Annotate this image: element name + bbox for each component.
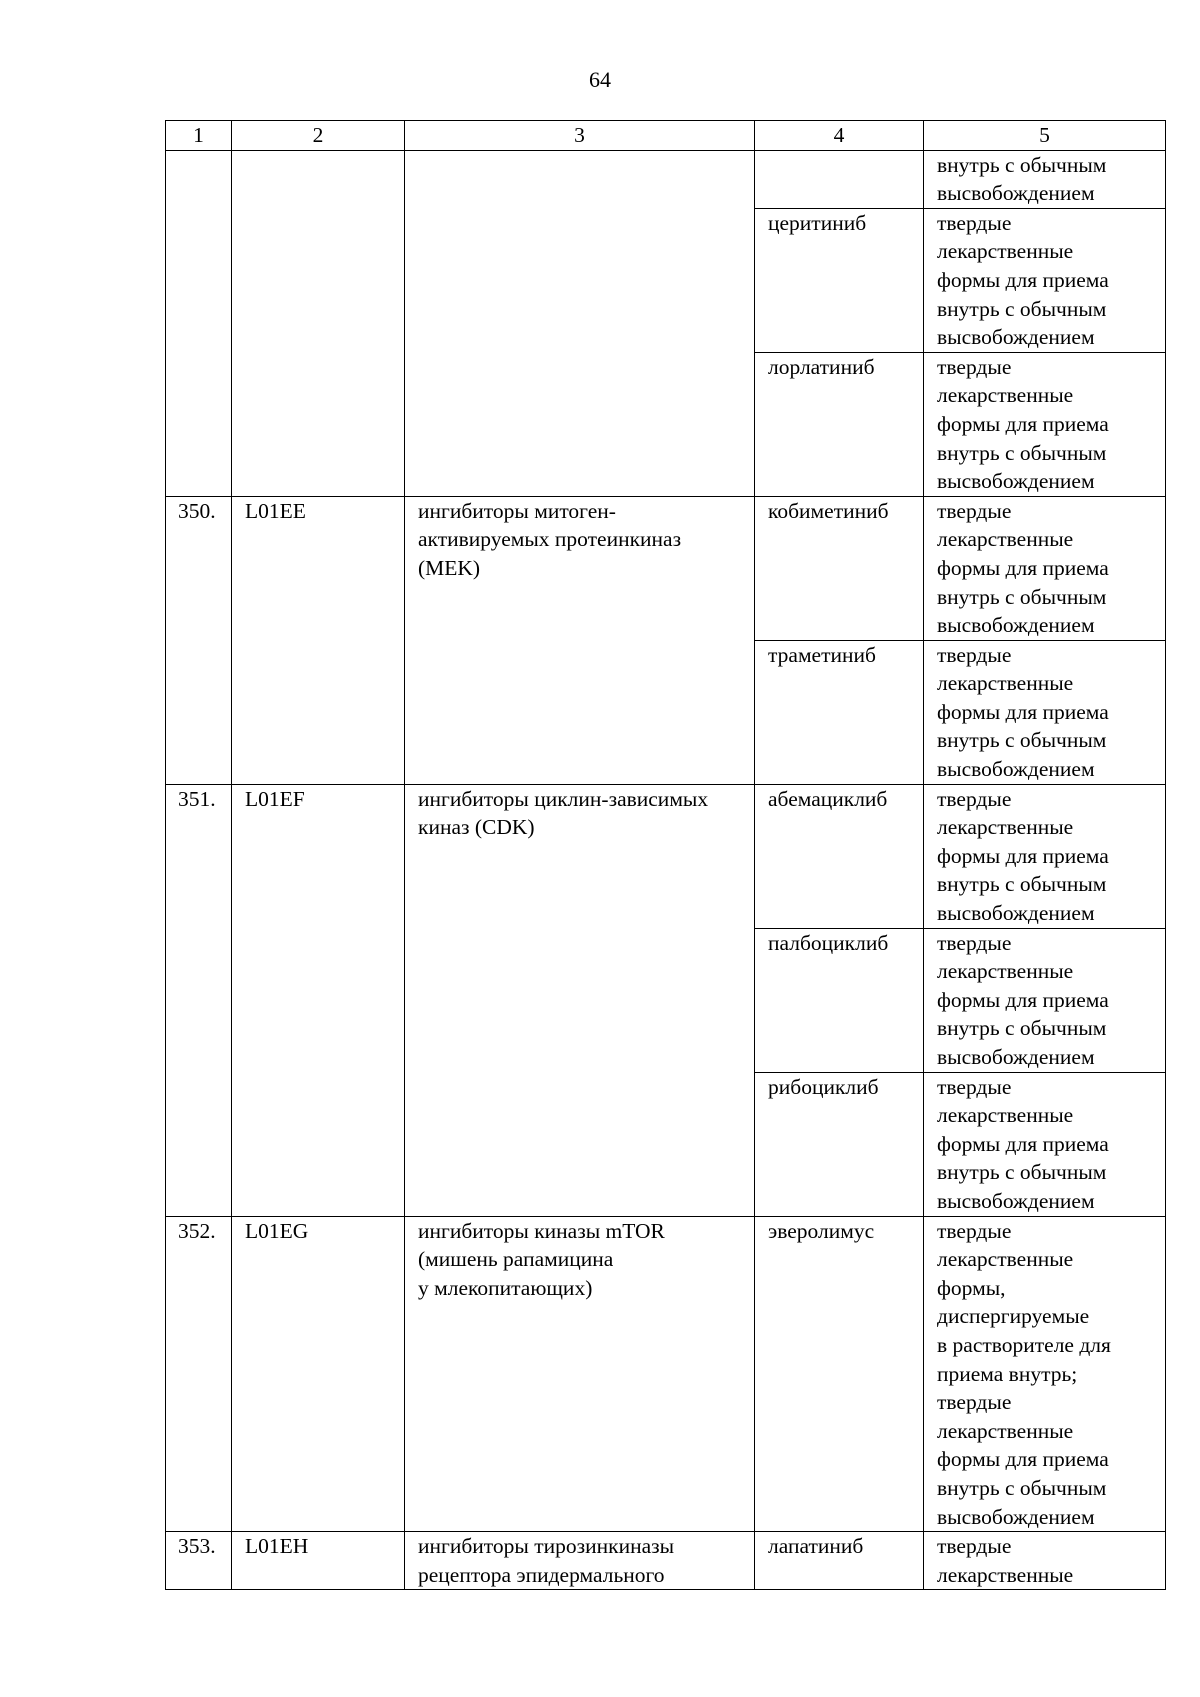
group-name-line: (MEK)	[418, 555, 481, 580]
dosage-form-line: твердые	[937, 786, 1012, 811]
header-cell-3: 3	[405, 121, 755, 151]
dosage-form-line: диспергируемые	[937, 1304, 1090, 1329]
drug-name-cell: траметиниб	[755, 640, 924, 784]
header-cell-5: 5	[924, 121, 1166, 151]
dosage-form-cell	[924, 640, 1166, 784]
table-row	[166, 150, 1166, 208]
row-number-cell: 353.	[166, 1532, 232, 1590]
dosage-form-line: внутрь с обычным	[937, 872, 1107, 897]
dosage-form-line: лекарственные	[937, 383, 1074, 408]
dosage-form-line: формы для приема	[937, 987, 1109, 1012]
dosage-form-line: твердые	[937, 498, 1012, 523]
group-name-line: ингибиторы киназы mTOR	[418, 1218, 665, 1243]
page-number: 64	[589, 67, 611, 92]
drug-name-cell: кобиметиниб	[755, 496, 924, 640]
dosage-form-cell	[924, 784, 1166, 928]
table-row	[166, 1532, 1166, 1590]
drug-name-cell	[755, 150, 924, 208]
dosage-form-line: высвобождением	[937, 613, 1095, 638]
drug-name-cell: абемациклиб	[755, 784, 924, 928]
dosage-form-line: высвобождением	[937, 325, 1095, 350]
dosage-form-cell	[924, 1216, 1166, 1532]
dosage-form-line: высвобождением	[937, 757, 1095, 782]
dosage-form-line: высвобождением	[937, 181, 1095, 206]
dosage-form-line: высвобождением	[937, 901, 1095, 926]
dosage-form-cell	[924, 208, 1166, 352]
dosage-form-line: твердые	[937, 354, 1012, 379]
row-number-cell: 351.	[166, 784, 232, 1216]
group-name-line: ингибиторы тирозинкиназы	[418, 1534, 675, 1559]
table-body	[166, 121, 1166, 1590]
group-name-line: (мишень рапамицина	[418, 1247, 614, 1272]
dosage-form-line: высвобождением	[937, 469, 1095, 494]
dosage-form-line: твердые	[937, 1390, 1012, 1415]
drug-name-cell: церитиниб	[755, 208, 924, 352]
dosage-form-line: твердые	[937, 210, 1012, 235]
header-cell-2: 2	[232, 121, 405, 151]
dosage-form-line: в растворителе для	[937, 1332, 1111, 1357]
row-number-cell: 350.	[166, 496, 232, 784]
dosage-form-line: формы для приема	[937, 267, 1109, 292]
dosage-form-line: лекарственные	[937, 671, 1074, 696]
row-number-cell	[166, 150, 232, 496]
dosage-form-line: лекарственные	[937, 1418, 1074, 1443]
drug-name-cell: палбоциклиб	[755, 928, 924, 1072]
dosage-form-line: высвобождением	[937, 1045, 1095, 1069]
table-row	[166, 1216, 1166, 1532]
dosage-form-line: формы для приема	[937, 555, 1109, 580]
dosage-form-line: внутрь с обычным	[937, 728, 1107, 753]
dosage-form-line: формы для приема	[937, 1447, 1109, 1472]
dosage-form-line: внутрь с обычным	[937, 1475, 1107, 1500]
atc-code-cell	[232, 150, 405, 496]
dosage-form-line: лекарственные	[937, 1562, 1074, 1587]
dosage-form-line: внутрь с обычным	[937, 296, 1107, 321]
dosage-form-line: формы для приема	[937, 411, 1109, 436]
dosage-form-line: твердые	[937, 1218, 1012, 1243]
dosage-form-line: формы для приема	[937, 843, 1109, 868]
dosage-form-line: твердые	[937, 930, 1012, 955]
drug-name-cell: рибоциклиб	[755, 1072, 924, 1216]
dosage-form-line: лекарственные	[937, 527, 1074, 552]
dosage-form-cell	[924, 496, 1166, 640]
dosage-form-cell	[924, 150, 1166, 208]
dosage-form-line: приема внутрь;	[937, 1361, 1078, 1386]
atc-code-cell: L01EF	[232, 784, 405, 1216]
drug-name-cell: лорлатиниб	[755, 352, 924, 496]
group-name-cell	[405, 496, 755, 784]
dosage-form-line: внутрь с обычным	[937, 1160, 1107, 1185]
group-name-line: киназ (CDK)	[418, 815, 535, 840]
dosage-form-line: лекарственные	[937, 1103, 1074, 1128]
group-name-cell	[405, 150, 755, 496]
header-cell-1: 1	[166, 121, 232, 151]
dosage-form-line: внутрь с обычным	[937, 440, 1107, 465]
drug-name-cell: эверолимус	[755, 1216, 924, 1532]
group-name-cell	[405, 1216, 755, 1532]
row-number-cell: 352.	[166, 1216, 232, 1532]
dosage-form-line: внутрь с обычным	[937, 584, 1107, 609]
table-row	[166, 784, 1166, 928]
dosage-form-line: лекарственные	[937, 959, 1074, 984]
dosage-form-cell	[924, 1072, 1166, 1216]
dosage-form-line: твердые	[937, 1534, 1012, 1559]
group-name-line: у млекопитающих)	[418, 1275, 593, 1300]
drug-table	[165, 120, 1166, 1590]
group-name-cell	[405, 784, 755, 1216]
dosage-form-line: формы для приема	[937, 1131, 1109, 1156]
dosage-form-line: формы для приема	[937, 699, 1109, 724]
dosage-form-line: высвобождением	[937, 1188, 1095, 1213]
dosage-form-line: формы,	[937, 1275, 1006, 1300]
dosage-form-line: высвобождением	[937, 1504, 1095, 1529]
dosage-form-line: внутрь с обычным	[937, 1016, 1107, 1041]
dosage-form-line: лекарственные	[937, 1247, 1074, 1272]
table-header-row	[166, 121, 1166, 151]
dosage-form-line: лекарственные	[937, 815, 1074, 840]
atc-code-cell: L01EH	[232, 1532, 405, 1590]
group-name-line: ингибиторы циклин-зависимых	[418, 786, 709, 811]
dosage-form-cell	[924, 352, 1166, 496]
table-row	[166, 496, 1166, 640]
dosage-form-line: лекарственные	[937, 239, 1074, 264]
dosage-form-line: внутрь с обычным	[937, 152, 1107, 177]
header-cell-4: 4	[755, 121, 924, 151]
dosage-form-cell	[924, 1532, 1166, 1590]
group-name-line: рецептора эпидермального	[418, 1562, 665, 1587]
group-name-line: активируемых протеинкиназ	[418, 527, 682, 552]
dosage-form-line: твердые	[937, 1074, 1012, 1099]
dosage-form-line: твердые	[937, 642, 1012, 667]
drug-name-cell: лапатиниб	[755, 1532, 924, 1590]
atc-code-cell: L01EE	[232, 496, 405, 784]
dosage-form-cell	[924, 928, 1166, 1072]
atc-code-cell: L01EG	[232, 1216, 405, 1532]
group-name-line: ингибиторы митоген-	[418, 498, 616, 523]
group-name-cell	[405, 1532, 755, 1590]
